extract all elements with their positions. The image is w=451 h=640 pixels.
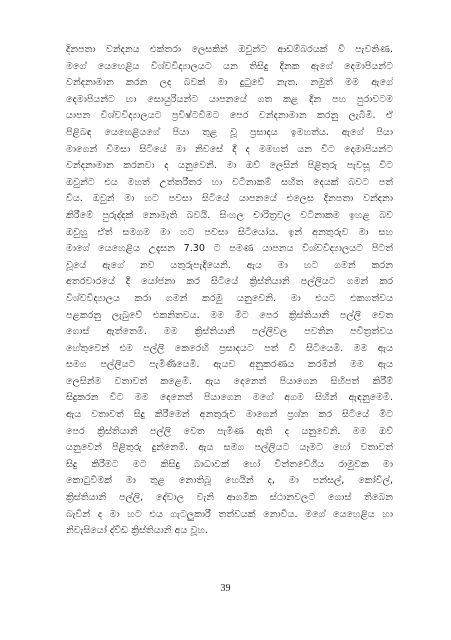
text-line: මගේ යෙහෙළිය විශ්වවිද්‍යාලයට යන තිසිදු දිනක ඇගේ දෙමාපියන්ට	[66, 60, 393, 72]
text-line: වන්දනාමාන කරනවා ද යනුවෙනි. මා ඔව් ලෙසින් පිළිතුරු පැවසූ විට	[66, 160, 393, 172]
text-line: යනුවෙන් පිළිතුරු දුන්නෙමි. ඇය සමග පල්ලියට යෑමට හෝ වතාවත්	[66, 442, 393, 454]
text-line: බැවින් ද මා හට එය ගැටලුකාරී තත්වයක් නොවීය. මගේ යෙහෙළිය හා	[66, 508, 393, 520]
text-line: සමග පල්ලියට පැමිණියෙමි. ඇයව අනුකරණය කරමින් මම ඇය	[66, 359, 393, 371]
text-line: ඇය වතාවත් සිදු කිරීමෙන් අනතුරුව මාගෙන් ප්‍රශ්න කර සිටියේ මීට	[66, 409, 393, 421]
page-number: 39	[220, 583, 231, 594]
text-line: විශ්වවිද්‍යාලය කරා ගමන් කරමු යනුවෙනි. මා එයට එකගත්වය	[66, 292, 393, 304]
text-line: ක්‍රිස්තියානි පල්ලි, දේවාල වැනි ආගමික ස්ථානවලට ගොස් තිබෙන	[66, 492, 393, 504]
text-line: හේතුවෙන් එම පල්ලි කෙරෙහි ප්‍රසාදයට පත් වී සිටියෙමි. මම ඇය	[66, 342, 393, 354]
text-line: වූයේ ඇගේ නව යතුරුපැදියෙනි. ඇය මා හට ගමන් කරන	[66, 259, 393, 271]
text-line: මාගෙන් විමසා සිටියේ මා නිවසේ දී ද මමහත් යන විට දෙමාපියන්ට	[66, 143, 393, 155]
text-line: යාපන විශ්වවිද්‍යාලයට ප්‍රවිෂ්ටවීමට පෙර වන්දනාමාන කරනු ලැබීමි. ඒ	[66, 110, 393, 122]
text-line: පෙර ක්‍රිස්තියානි පල්ලි වෙත පැමිණ ඇති ද යනුවෙනි. මම ඔව්	[66, 425, 393, 437]
text-line: අතරවාරයේ දී යෝජනා කර සිටියේ ක්‍රිස්තියානි පල්ලියට ගමන් කර	[66, 276, 393, 288]
text-line: සිදු කිරීමට මට කිසිදු බාධාවක් හෝ විත්තවේගීය රාමුවක මා	[66, 458, 393, 470]
text-line: දිනපතා වන්දනය එක්තරා ලෙසකින් ඔවුන්ට ආඩම්බරයක් වී පැවතිණ.	[66, 44, 393, 55]
text-line: ගොස් ඇත්තෙමි. මම ක්‍රිස්තියානි පල්ලිවල පවතින පවිත්‍රත්වය	[66, 326, 393, 338]
text-line: පිළිබඳ යෙහෙළියගේ පියා තුළ වූ ප්‍රසාදය ඉමහත්ය. ඇගේ පියා	[66, 126, 393, 138]
text-line: කිරීමේ පුරුද්දක් නොමැති බවයි. සිංහල චාරිත්‍රවල වටිනාකම ඉහළ බව	[66, 209, 393, 221]
text-line: ඔවුන්ට එය මහත් උත්තරීතර හා වටිනාකම් සහිත දෙයක් බවට පත්	[66, 176, 393, 188]
text-line: පළකරනු ලැබුවේ එකනිතවය. මම මීට පෙර ක්‍රිස්තියානි පල්ලි වෙත	[66, 309, 393, 321]
text-line: දෙමාපියන්ට හා සොයුරියන්ට යාපනයේ ගත කළ දින පහ පුරාවටම	[66, 93, 393, 105]
text-line: ලෙසින්ම වතාවත් කළෙමි. ඇය දෙනෙත් පියාගෙන සිහිපත් කිරීම්	[66, 375, 393, 387]
text-line: වන්දනාමාන කරන ලද බවක් මා දුටුවේ නැත. නමුත් මම ඇගේ	[66, 77, 393, 89]
text-line: සිදුකරන විට මම දෙනෙත් පියාගෙන මගේ අගම සිහින් ඇඳනුමෙමි.	[66, 392, 393, 404]
text-line: ඔවුහු ඒත් සමගම මා හට පවසා සිටියෝය. ඉන් අනතුරුව මා සහ	[66, 226, 393, 238]
text-line: නිවැසියෝ ද්විඩ ක්‍රිස්තියානි අය වූහ.	[66, 525, 208, 537]
body-text	[66, 42, 393, 540]
text-line: විය. ඔවුන් මා හට පවසා සිටියේ යාපනයේ එලෙස දිනපතා වන්දනා	[66, 193, 393, 205]
text-line: මාගේ යෙහෙළිය උදැසන 7.30 ට පමණ යාපනය විශ්වවිද්‍යාලයට පිටත්	[66, 243, 393, 255]
text-line: කොටුවීමක් මා තුළ නොතිබූ හෙයින් ද, මා පන්සල්, කෝවිල්,	[66, 475, 393, 487]
